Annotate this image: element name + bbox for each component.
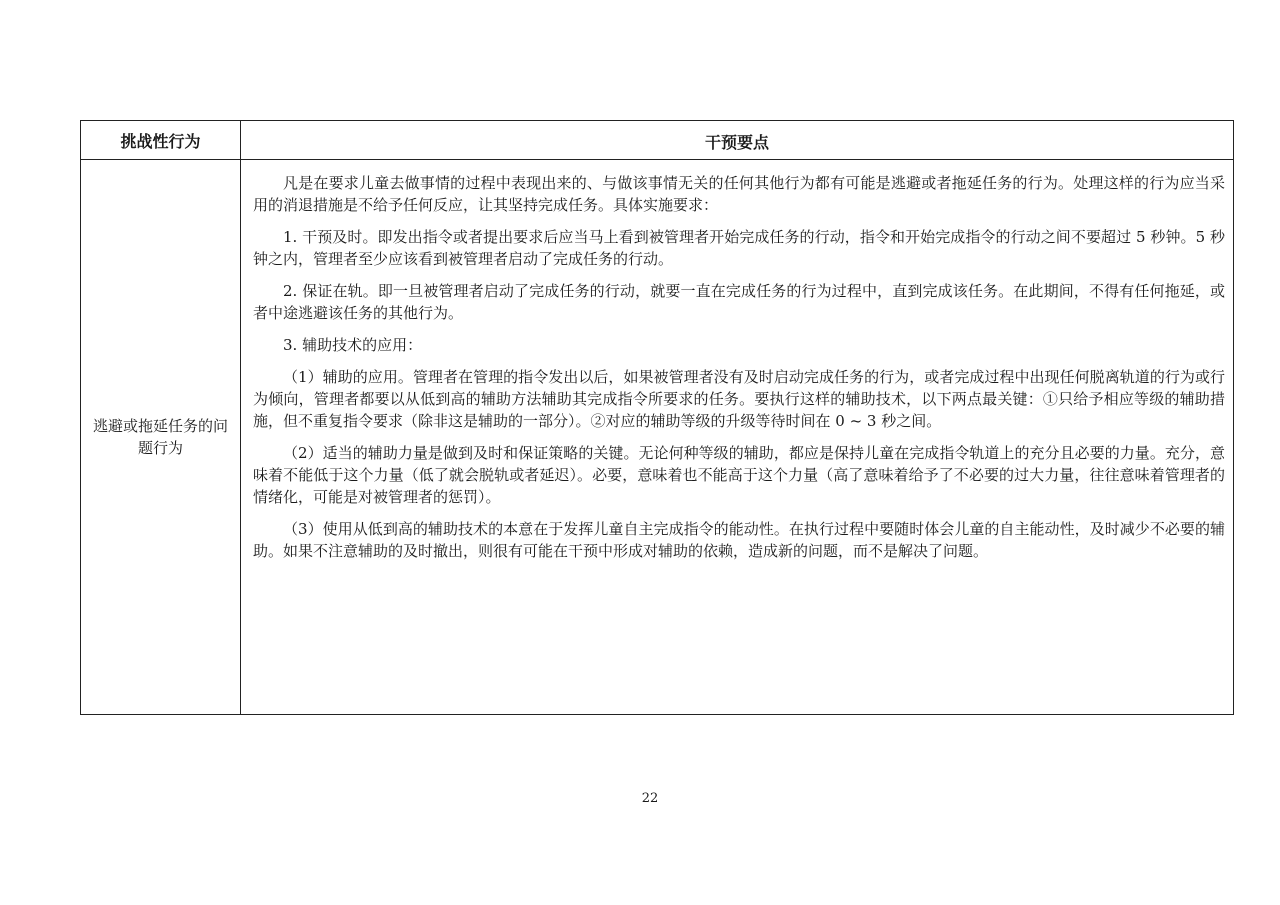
point-2-paragraph: 2. 保证在轨。即一旦被管理者启动了完成任务的行动，就要一直在完成任务的行为过程中，直到完成该任务。在此期间，不得有任何拖延，或者中途逃避该任务的其他行为。 (253, 282, 1225, 322)
sub-point-2-paragraph: （2）适当的辅助力量是做到及时和保证策略的关键。无论何种等级的辅助，都应是保持儿童在完成指令轨道上的充分且必要的力量。充分，意味着不能低于这个力量（低了就会脱轨或者延迟）。必要，意味着也不能高于这个力量（高了意味着给予了不必要的过大力量，往往意味着管理者的情绪化，可能是对被管理者的惩罚）。 (253, 444, 1225, 506)
sub-point-1-paragraph: （1）辅助的应用。管理者在管理的指令发出以后，如果被管理者没有及时启动完成任务的行为，或者完成过程中出现任何脱离轨道的行为或行为倾向，管理者都要以从低到高的辅助方法辅助其完成指令所要求的任务。要执行这样的辅助技术，以下两点最关键：①只给予相应等级的辅助措施，但不重复指令要求（除非这是辅助的一部分）。②对应的辅助等级的升级等待时间在 0 ~ 3 秒之间。 (253, 368, 1225, 430)
table-row (81, 160, 1233, 714)
page-number: 22 (641, 791, 659, 806)
behavior-label-cell (81, 160, 241, 714)
header-intervention-points: 干预要点 (704, 133, 769, 152)
intervention-table (80, 120, 1234, 715)
point-3-heading: 3. 辅助技术的应用： (283, 336, 423, 354)
intervention-content-cell (241, 160, 1233, 714)
table-header-row (81, 121, 1233, 160)
header-challenging-behavior: 挑战性行为 (81, 121, 241, 159)
behavior-label: 逃避或拖延任务的问题行为 (93, 417, 229, 457)
intro-paragraph: 凡是在要求儿童去做事情的过程中表现出来的、与做该事情无关的任何其他行为都有可能是逃避或者拖延任务的行为。处理这样的行为应当采用的消退措施是不给予任何反应，让其坚持完成任务。具体实施要求： (253, 174, 1225, 214)
sub-point-3-paragraph: （3）使用从低到高的辅助技术的本意在于发挥儿童自主完成指令的能动性。在执行过程中要随时体会儿童的自主能动性，及时减少不必要的辅助。如果不注意辅助的及时撤出，则很有可能在干预中形成对辅助的依赖，造成新的问题，而不是解决了问题。 (253, 520, 1225, 560)
point-1-paragraph: 1. 干预及时。即发出指令或者提出要求后应当马上看到被管理者开始完成任务的行动，指令和开始完成指令的行动之间不要超过 5 秒钟。5 秒钟之内，管理者至少应该看到被管理者启动了完成任务的行动。 (253, 228, 1225, 268)
